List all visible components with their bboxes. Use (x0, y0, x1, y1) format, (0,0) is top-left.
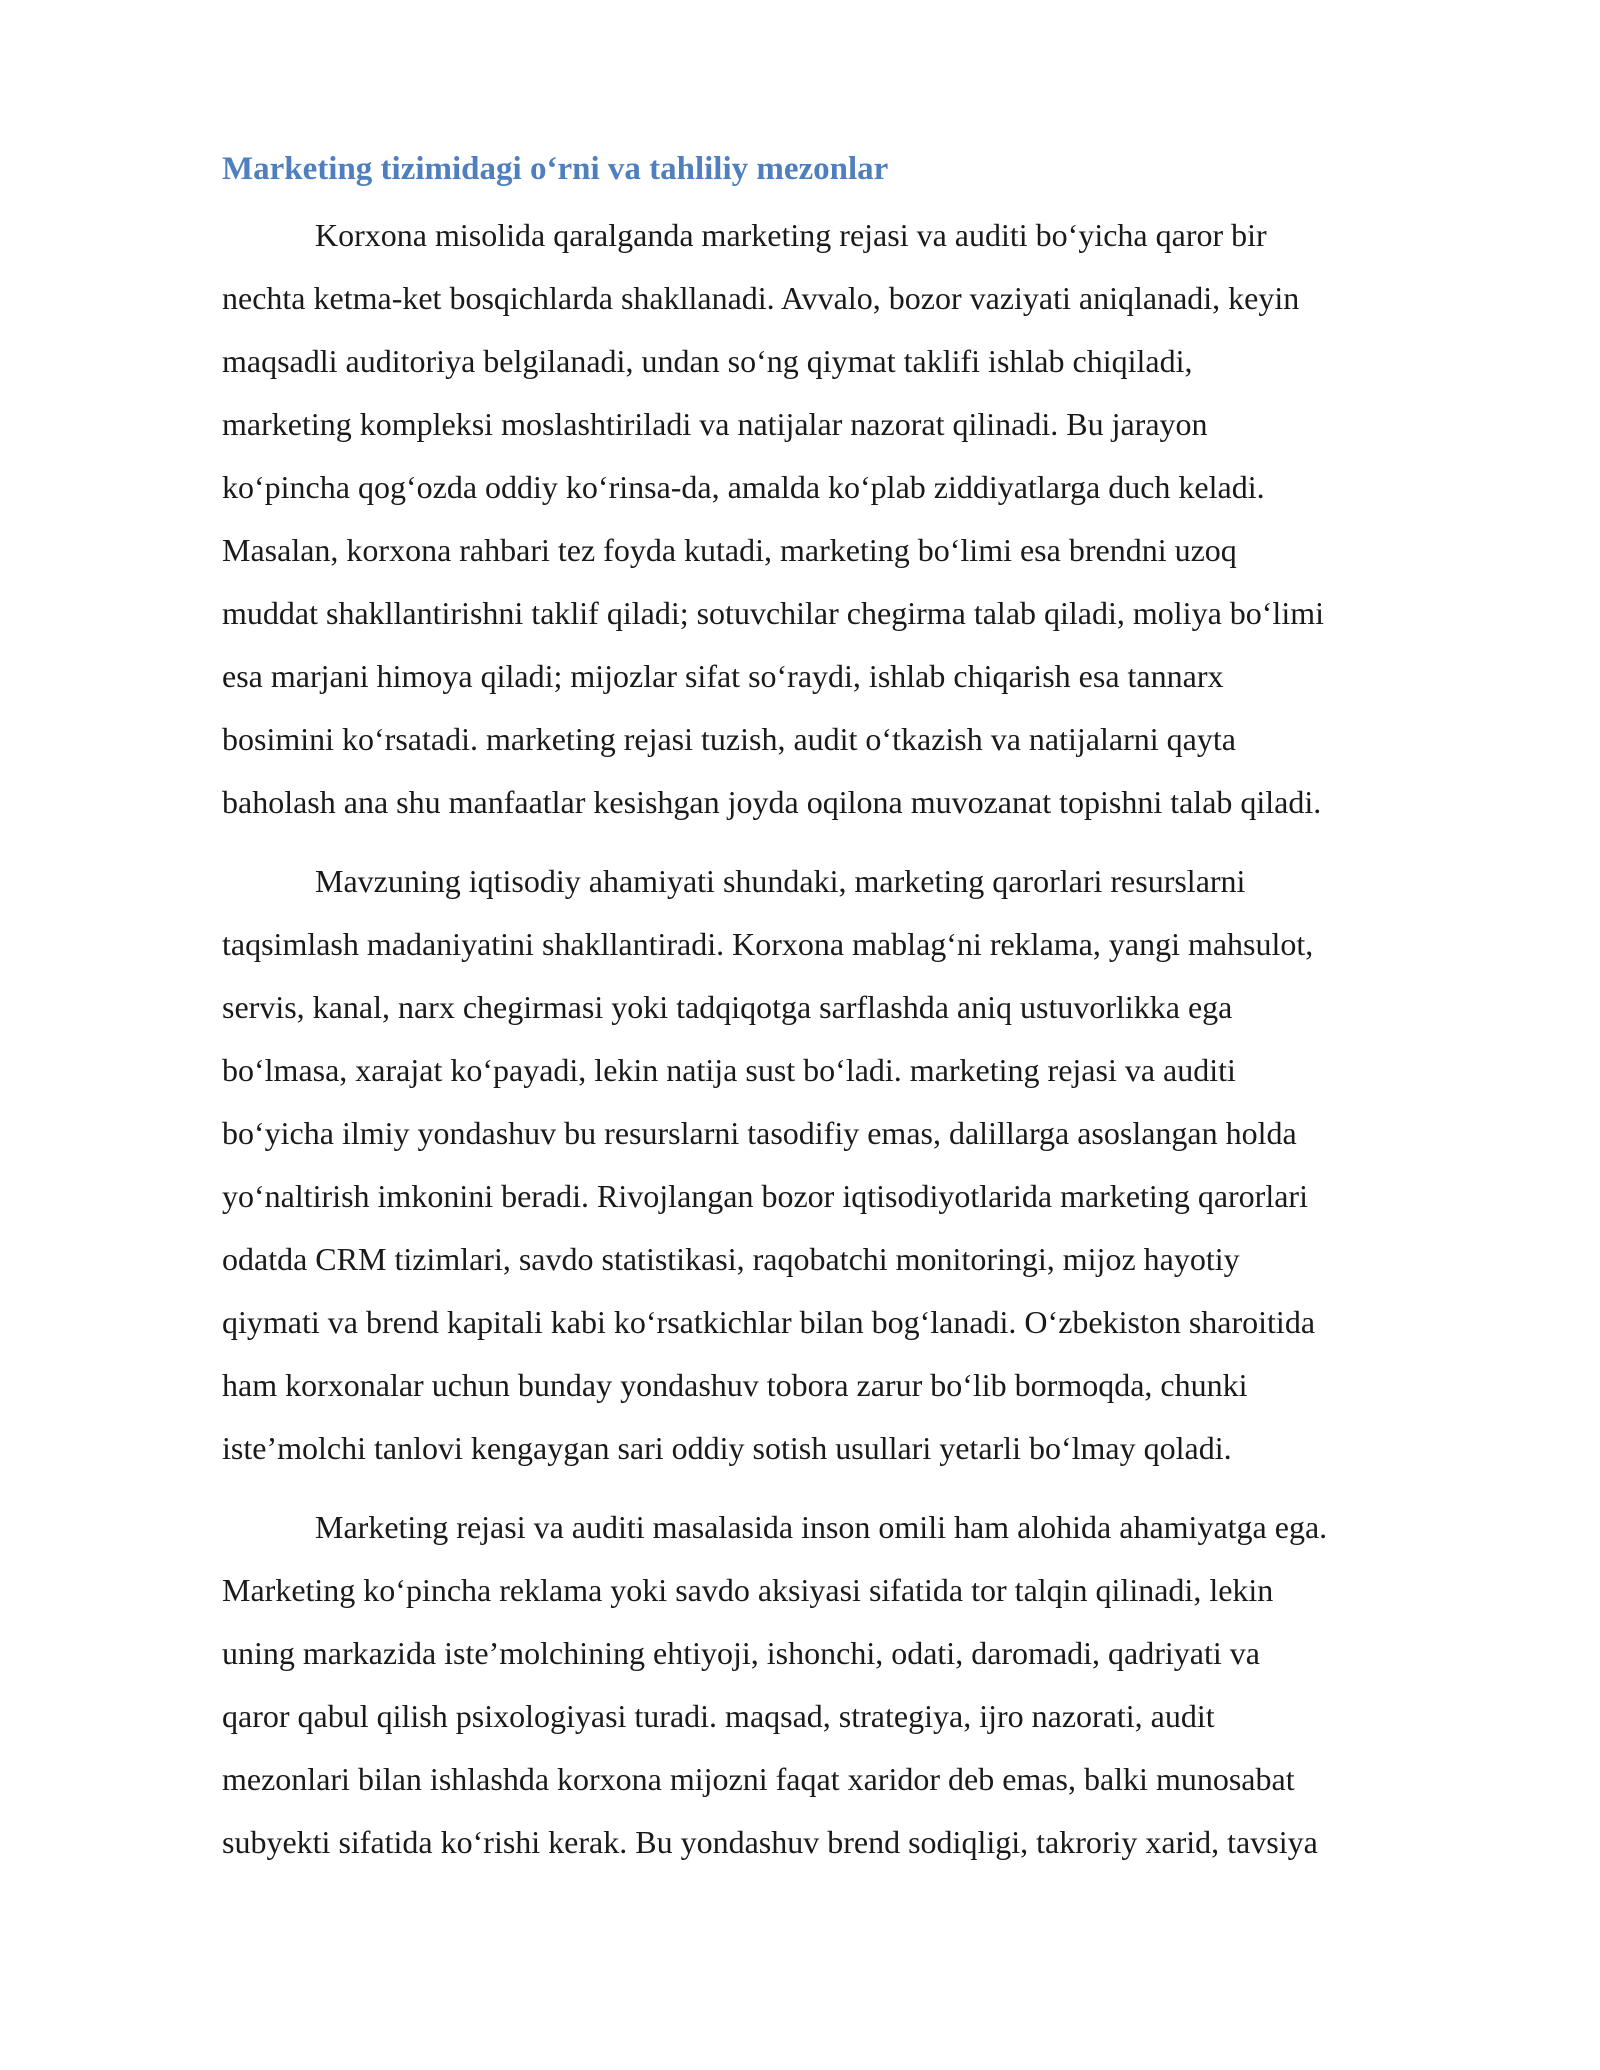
document-body (222, 146, 1482, 1890)
paragraph-line: servis, kanal, narx chegirmasi yoki tadqiqotga sarflashda aniq ustuvorlikka ega (222, 989, 1233, 1025)
section-heading: Marketing tizimidagi o‘rni va tahliliy mezonlar (222, 151, 889, 187)
paragraph-2 (222, 850, 1482, 1480)
paragraph-line: nechta ketma-ket bosqichlarda shakllanadi. Avvalo, bozor vaziyati aniqlanadi, keyin (222, 280, 1300, 316)
paragraph-line: esa marjani himoya qiladi; mijozlar sifat so‘raydi, ishlab chiqarish esa tannarx (222, 658, 1224, 694)
paragraph-line: marketing kompleksi moslashtiriladi va natijalar nazorat qilinadi. Bu jarayon (222, 406, 1208, 442)
paragraph-line: bo‘lmasa, xarajat ko‘payadi, lekin natija sust bo‘ladi. marketing rejasi va auditi (222, 1052, 1236, 1088)
paragraph-1 (222, 204, 1482, 834)
paragraph-line: Korxona misolida qaralganda marketing rejasi va auditi bo‘yicha qaror bir (315, 217, 1267, 253)
paragraph-line: Marketing rejasi va auditi masalasida inson omili ham alohida ahamiyatga ega. (315, 1509, 1328, 1545)
paragraph-line: Marketing ko‘pincha reklama yoki savdo aksiyasi sifatida tor talqin qilinadi, lekin (222, 1572, 1274, 1608)
paragraph-line: maqsadli auditoriya belgilanadi, undan so‘ng qiymat taklifi ishlab chiqiladi, (222, 343, 1193, 379)
paragraph-line: iste’molchi tanlovi kengaygan sari oddiy sotish usullari yetarli bo‘lmay qoladi. (222, 1430, 1232, 1466)
paragraph-line: muddat shakllantirishni taklif qiladi; sotuvchilar chegirma talab qiladi, moliya bo‘limi (222, 595, 1324, 631)
paragraph-line: ko‘pincha qog‘ozda oddiy ko‘rinsa-da, amalda ko‘plab ziddiyatlarga duch keladi. (222, 469, 1265, 505)
paragraph-line: baholash ana shu manfaatlar kesishgan joyda oqilona muvozanat topishni talab qiladi. (222, 784, 1322, 820)
paragraph-line: bosimini ko‘rsatadi. marketing rejasi tuzish, audit o‘tkazish va natijalarni qayta (222, 721, 1236, 757)
paragraph-line: Mavzuning iqtisodiy ahamiyati shundaki, marketing qarorlari resurslarni (315, 863, 1246, 899)
paragraph-line: qaror qabul qilish psixologiyasi turadi. maqsad, strategiya, ijro nazorati, audit (222, 1698, 1215, 1734)
paragraph-line: ham korxonalar uchun bunday yondashuv tobora zarur bo‘lib bormoqda, chunki (222, 1367, 1248, 1403)
paragraph-line: mezonlari bilan ishlashda korxona mijozni faqat xaridor deb emas, balki munosabat (222, 1761, 1295, 1797)
paragraph-line: yo‘naltirish imkonini beradi. Rivojlangan bozor iqtisodiyotlarida marketing qarorlari (222, 1178, 1308, 1214)
paragraph-3 (222, 1496, 1482, 1874)
paragraph-line: odatda CRM tizimlari, savdo statistikasi, raqobatchi monitoringi, mijoz hayotiy (222, 1241, 1240, 1277)
paragraph-line: subyekti sifatida ko‘rishi kerak. Bu yondashuv brend sodiqligi, takroriy xarid, tavsiya (222, 1824, 1318, 1860)
paragraph-line: Masalan, korxona rahbari tez foyda kutadi, marketing bo‘limi esa brendni uzoq (222, 532, 1237, 568)
paragraph-line: taqsimlash madaniyatini shakllantiradi. Korxona mablag‘ni reklama, yangi mahsulot, (222, 926, 1314, 962)
paragraph-line: bo‘yicha ilmiy yondashuv bu resurslarni tasodifiy emas, dalillarga asoslangan holda (222, 1115, 1297, 1151)
paragraph-line: qiymati va brend kapitali kabi ko‘rsatkichlar bilan bog‘lanadi. O‘zbekiston sharoitida (222, 1304, 1316, 1340)
paragraph-line: uning markazida iste’molchining ehtiyoji, ishonchi, odati, daromadi, qadriyati va (222, 1635, 1260, 1671)
